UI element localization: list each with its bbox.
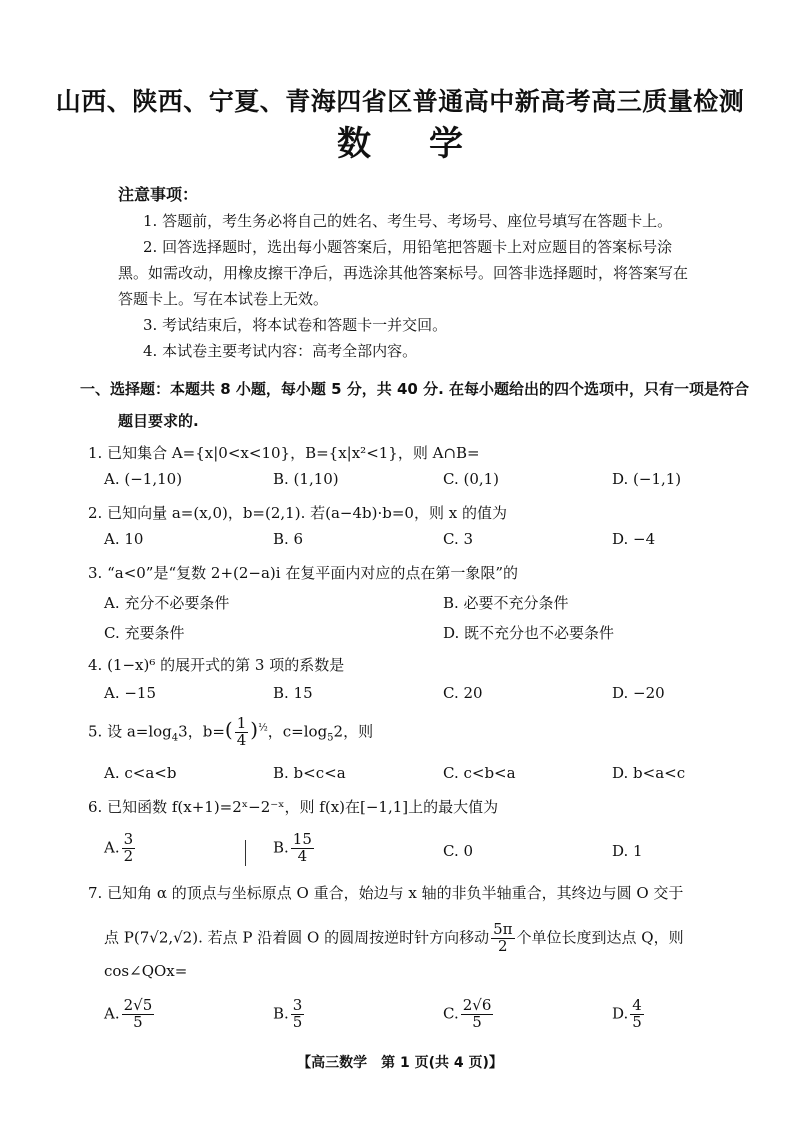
subject-title: 数学 — [337, 124, 521, 164]
notice-item: 2. 回答选择题时，选出每小题答案后，用铅笔把答题卡上对应题目的答案标号涂 — [143, 238, 673, 256]
question-3-stem: 3. “a<0”是“复数 2+(2−a)i 在复平面内对应的点在第一象限”的 — [88, 564, 519, 582]
q5-log-base-a: 4 — [171, 732, 179, 744]
question-5-option-b: B. b<c<a — [273, 764, 346, 782]
question-2-stem: 2. 已知向量 a=(x,0)，b=(2,1). 若(a−4b)·b=0，则 x 的值为 — [88, 504, 507, 522]
notice-item: 4. 本试卷主要考试内容：高考全部内容。 — [143, 342, 418, 360]
question-6-option-b: B. $\frac{15}{4}$ — [273, 830, 312, 865]
question-6-stem: 6. 已知函数 f(x+1)=2ˣ−2⁻ˣ，则 f(x)在[−1,1]上的最大值为 — [88, 798, 499, 816]
question-2-option-d: D. −4 — [612, 530, 656, 548]
question-1-option-d: D. (−1,1) — [612, 470, 682, 488]
question-4-option-b: B. 15 — [273, 684, 313, 702]
question-7-stem-line2: 点 P(7√2,√2). 若点 P 沿着圆 O 的圆周按逆时针方向移动 $\frac{5\pi}{2}$ 个单位长度到达点 Q，则 — [104, 920, 684, 955]
q5-exponent: ½ — [258, 722, 268, 734]
section-heading: 一、选择题：本题共 8 小题，每小题 5 分，共 40 分. 在每小题给出的四个选项中，只有一项是符合 — [80, 380, 750, 398]
question-3-option-d: D. 既不充分也不必要条件 — [443, 624, 615, 642]
question-6-option-d: D. 1 — [612, 842, 643, 860]
question-5-option-d: D. b<a<c — [612, 764, 686, 782]
q5-fraction: $\frac{1}{4}$ — [236, 714, 247, 749]
question-6-option-a: A. $\frac{3}{2}$ — [104, 830, 134, 865]
notice-item: 答题卡上。写在本试卷上无效。 — [118, 290, 329, 308]
question-1-option-c: C. (0,1) — [443, 470, 500, 488]
section-heading-cont: 题目要求的. — [118, 412, 199, 430]
question-5-option-a: A. c<a<b — [104, 764, 177, 782]
question-7-option-c: C. $\frac{2√6}{5}$ — [443, 996, 492, 1031]
q5-text-b: 3，b= — [178, 722, 225, 741]
notice-heading: 注意事项： — [118, 185, 199, 204]
question-7-option-d: D. $\frac{4}{5}$ — [612, 996, 642, 1031]
question-2-option-a: A. 10 — [104, 530, 144, 548]
notice-item: 黑。如需改动，用橡皮擦干净后，再选涂其他答案标号。回答非选择题时，将答案写在 — [118, 264, 689, 282]
question-4-option-d: D. −20 — [612, 684, 665, 702]
question-3-option-a: A. 充分不必要条件 — [104, 594, 230, 612]
question-1-option-b: B. (1,10) — [273, 470, 339, 488]
question-6-option-c: C. 0 — [443, 842, 474, 860]
page-footer: 【高三数学 第 1 页(共 4 页)】 — [297, 1055, 503, 1071]
question-3-option-c: C. 充要条件 — [104, 624, 185, 642]
question-7-option-b: B. $\frac{3}{5}$ — [273, 996, 303, 1031]
exam-title: 山西、陕西、宁夏、青海四省区普通高中新高考高三质量检测 — [55, 87, 745, 116]
q5-log-base-c: 5 — [327, 732, 334, 744]
question-7-option-a: A. $\frac{2√5}{5}$ — [104, 996, 153, 1031]
notice-item: 1. 答题前，考生务必将自己的姓名、考生号、考场号、座位号填写在答题卡上。 — [143, 212, 673, 230]
q5-text-d: 2，则 — [333, 722, 374, 741]
question-2-option-c: C. 3 — [443, 530, 474, 548]
question-3-option-b: B. 必要不充分条件 — [443, 594, 569, 612]
question-4-option-a: A. −15 — [104, 684, 157, 702]
q7-move-fraction: $\frac{5\pi}{2}$ — [493, 920, 513, 955]
question-5-stem: 5. 设 $a=\log_43$，b=( $\frac{1}{4}$ )$^{\frac{1}{2}}$，$c=\log_52$，则 — [88, 714, 374, 749]
question-7-stem-line1: 7. 已知角 α 的顶点与坐标原点 O 重合，始边与 x 轴的非负半轴重合，其终边与圆 O 交于 — [88, 884, 684, 902]
question-5-option-c: C. c<b<a — [443, 764, 516, 782]
q5-text-a: 5. 设 a=log — [88, 722, 172, 741]
question-1-stem: 1. 已知集合 A={x|0<x<10}，B={x|x²<1}，则 A∩B= — [88, 444, 480, 462]
question-1-option-a: A. (−1,10) — [104, 470, 183, 488]
pen-mark — [245, 840, 246, 866]
question-2-option-b: B. 6 — [273, 530, 304, 548]
notice-item: 3. 考试结束后，将本试卷和答题卡一并交回。 — [143, 316, 448, 334]
q5-text-c: ，c=log — [267, 722, 328, 741]
question-4-option-c: C. 20 — [443, 684, 483, 702]
question-4-stem: 4. (1−x)⁶ 的展开式的第 3 项的系数是 — [88, 656, 345, 674]
question-7-stem-line3: cos∠QOx= — [104, 962, 188, 980]
